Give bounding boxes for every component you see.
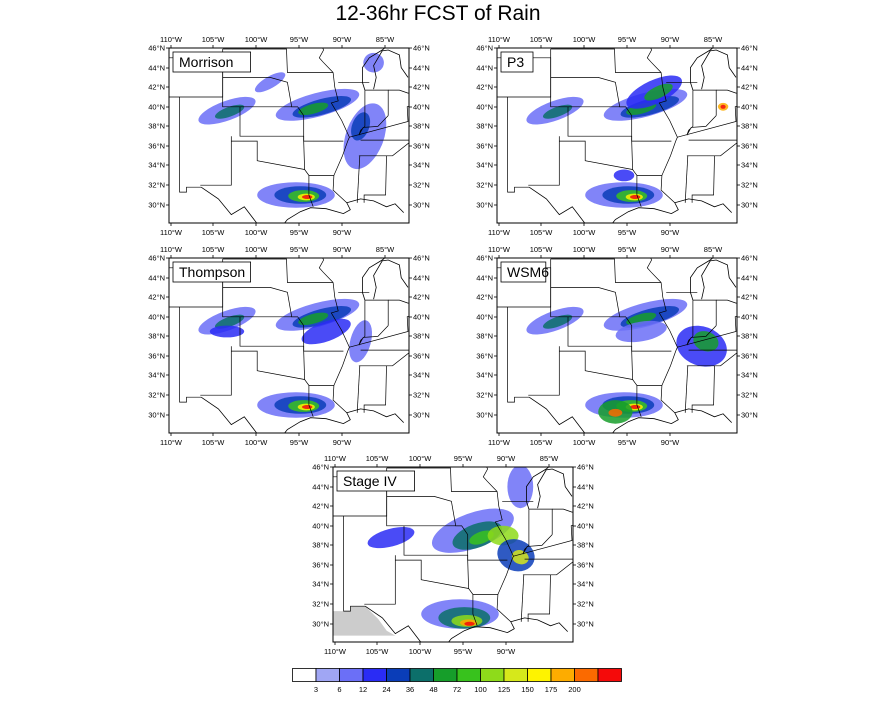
right-lat-label: 36°N [741, 141, 758, 151]
left-lat-label: 38°N [148, 331, 165, 341]
top-lon-label: 100°W [572, 245, 596, 254]
left-lat-label: 30°N [312, 619, 329, 629]
left-lat-label: 34°N [476, 160, 493, 170]
right-lat-label: 32°N [413, 390, 430, 400]
left-lat-label: 34°N [148, 370, 165, 380]
colorbar-label: 24 [382, 685, 391, 694]
model-label: P3 [507, 54, 525, 70]
bottom-lon-label: 105°W [201, 228, 225, 237]
right-lat-label: 32°N [413, 180, 430, 190]
top-lon-label: 105°W [201, 245, 225, 254]
top-lon-label: 95°W [289, 35, 309, 44]
top-lon-label: 90°W [660, 245, 680, 254]
right-lat-label: 32°N [741, 180, 758, 190]
left-lat-label: 42°N [476, 292, 493, 302]
right-lat-label: 38°N [413, 331, 430, 341]
top-lon-label: 90°W [332, 245, 352, 254]
right-lat-label: 44°N [413, 63, 430, 73]
left-lat-label: 38°N [148, 121, 165, 131]
left-lat-label: 42°N [476, 82, 493, 92]
rain-area [302, 405, 312, 409]
right-lat-label: 42°N [741, 292, 758, 302]
panel-p3 [467, 30, 767, 245]
left-lat-label: 46°N [312, 462, 329, 472]
right-lat-label: 44°N [741, 273, 758, 283]
model-label: Stage IV [343, 473, 397, 489]
right-lat-label: 40°N [577, 521, 594, 531]
right-lat-label: 44°N [741, 63, 758, 73]
rain-area [609, 409, 623, 417]
figure-title: 12-36hr FCST of Rain [335, 2, 541, 25]
left-lat-label: 36°N [312, 560, 329, 570]
right-lat-label: 38°N [741, 121, 758, 131]
right-lat-label: 44°N [413, 273, 430, 283]
left-lat-label: 44°N [476, 63, 493, 73]
colorbar-box [316, 669, 340, 682]
panel-stage-iv [303, 449, 603, 664]
left-lat-label: 46°N [476, 253, 493, 263]
bottom-lon-label: 90°W [660, 228, 680, 237]
right-lat-label: 38°N [577, 540, 594, 550]
right-lat-label: 36°N [413, 351, 430, 361]
top-lon-label: 90°W [332, 35, 352, 44]
bottom-lon-label: 95°W [289, 228, 309, 237]
colorbar-box [457, 669, 481, 682]
top-lon-label: 95°W [289, 245, 309, 254]
colorbar-box [293, 669, 317, 682]
right-lat-label: 30°N [413, 200, 430, 210]
right-lat-label: 30°N [577, 619, 594, 629]
top-lon-label: 105°W [529, 35, 553, 44]
top-lon-label: 110°W [487, 35, 511, 44]
map-morrison [139, 30, 439, 245]
bottom-lon-label: 100°W [572, 228, 596, 237]
top-lon-label: 100°W [244, 245, 268, 254]
left-lat-label: 44°N [148, 273, 165, 283]
left-lat-label: 30°N [476, 200, 493, 210]
left-lat-label: 36°N [148, 351, 165, 361]
right-lat-label: 40°N [741, 102, 758, 112]
colorbar-label: 200 [568, 685, 581, 694]
left-lat-label: 32°N [148, 390, 165, 400]
right-lat-label: 46°N [741, 43, 758, 53]
right-lat-label: 36°N [577, 560, 594, 570]
colorbar-box [598, 669, 622, 682]
bottom-lon-label: 90°W [332, 228, 352, 237]
top-lon-label: 105°W [365, 454, 389, 463]
right-lat-label: 36°N [413, 141, 430, 151]
left-lat-label: 34°N [476, 370, 493, 380]
left-lat-label: 40°N [476, 312, 493, 322]
colorbar-svg [292, 668, 622, 698]
bottom-lon-label: 105°W [201, 438, 225, 447]
top-lon-label: 110°W [323, 454, 347, 463]
right-lat-label: 34°N [413, 160, 430, 170]
left-lat-label: 46°N [148, 43, 165, 53]
left-lat-label: 46°N [476, 43, 493, 53]
top-lon-label: 90°W [496, 454, 516, 463]
left-lat-label: 36°N [476, 351, 493, 361]
colorbar-label: 100 [474, 685, 487, 694]
right-lat-label: 34°N [413, 370, 430, 380]
bottom-lon-label: 105°W [365, 647, 389, 656]
left-lat-label: 46°N [148, 253, 165, 263]
colorbar-box [481, 669, 505, 682]
colorbar-label: 150 [521, 685, 534, 694]
colorbar-box [387, 669, 411, 682]
right-lat-label: 40°N [413, 312, 430, 322]
colorbar-label: 72 [452, 685, 462, 694]
right-lat-label: 42°N [577, 501, 594, 511]
top-lon-label: 85°W [539, 454, 559, 463]
top-lon-label: 110°W [487, 245, 511, 254]
left-lat-label: 42°N [312, 501, 329, 511]
top-lon-label: 90°W [660, 35, 680, 44]
rain-area [464, 622, 474, 626]
bottom-lon-label: 90°W [660, 438, 680, 447]
left-lat-label: 38°N [476, 331, 493, 341]
left-lat-label: 40°N [148, 102, 165, 112]
rain-area [302, 195, 312, 199]
left-lat-label: 30°N [476, 410, 493, 420]
top-lon-label: 85°W [375, 245, 395, 254]
left-lat-label: 32°N [312, 599, 329, 609]
right-lat-label: 46°N [413, 253, 430, 263]
right-lat-label: 34°N [577, 579, 594, 589]
left-lat-label: 44°N [148, 63, 165, 73]
model-label: WSM6 [507, 264, 549, 280]
right-lat-label: 40°N [413, 102, 430, 112]
panel-morrison [139, 30, 439, 245]
colorbar-box [340, 669, 364, 682]
top-lon-label: 100°W [244, 35, 268, 44]
bottom-lon-label: 95°W [617, 228, 637, 237]
top-lon-label: 110°W [159, 245, 183, 254]
right-lat-label: 42°N [741, 82, 758, 92]
top-lon-label: 95°W [453, 454, 473, 463]
map-p3 [467, 30, 767, 245]
right-lat-label: 46°N [413, 43, 430, 53]
bottom-lon-label: 95°W [453, 647, 473, 656]
right-lat-label: 34°N [741, 160, 758, 170]
right-lat-label: 42°N [413, 82, 430, 92]
right-lat-label: 46°N [741, 253, 758, 263]
bottom-lon-label: 95°W [289, 438, 309, 447]
left-lat-label: 38°N [312, 540, 329, 550]
colorbar-box [363, 669, 387, 682]
top-lon-label: 85°W [703, 245, 723, 254]
left-lat-label: 44°N [476, 273, 493, 283]
bottom-lon-label: 100°W [244, 228, 268, 237]
rain-area [507, 465, 533, 508]
right-lat-label: 30°N [413, 410, 430, 420]
rain-area [721, 105, 726, 109]
right-lat-label: 32°N [741, 390, 758, 400]
panel-wsm6 [467, 240, 767, 455]
right-lat-label: 38°N [413, 121, 430, 131]
colorbar-label: 175 [544, 685, 558, 694]
right-lat-label: 30°N [741, 200, 758, 210]
top-lon-label: 95°W [617, 35, 637, 44]
colorbar-label: 6 [337, 685, 342, 694]
top-lon-label: 110°W [159, 35, 183, 44]
left-lat-label: 34°N [148, 160, 165, 170]
right-lat-label: 30°N [741, 410, 758, 420]
right-lat-label: 34°N [741, 370, 758, 380]
left-lat-label: 36°N [476, 141, 493, 151]
colorbar-label: 48 [429, 685, 438, 694]
left-lat-label: 36°N [148, 141, 165, 151]
colorbar-label: 12 [358, 685, 368, 694]
bottom-lon-label: 95°W [617, 438, 637, 447]
left-lat-label: 44°N [312, 482, 329, 492]
bottom-lon-label: 110°W [323, 647, 347, 656]
top-lon-label: 105°W [201, 35, 225, 44]
left-lat-label: 40°N [476, 102, 493, 112]
top-lon-label: 100°W [572, 35, 596, 44]
colorbar [292, 668, 622, 703]
colorbar-label: 125 [497, 685, 511, 694]
left-lat-label: 34°N [312, 579, 329, 589]
right-lat-label: 36°N [741, 351, 758, 361]
rain-area [614, 170, 635, 182]
right-lat-label: 38°N [741, 331, 758, 341]
bottom-lon-label: 90°W [332, 438, 352, 447]
colorbar-box [528, 669, 552, 682]
left-lat-label: 40°N [148, 312, 165, 322]
left-lat-label: 32°N [476, 390, 493, 400]
rain-area [363, 53, 384, 73]
top-lon-label: 95°W [617, 245, 637, 254]
right-lat-label: 32°N [577, 599, 594, 609]
top-lon-label: 85°W [703, 35, 723, 44]
right-lat-label: 46°N [577, 462, 594, 472]
left-lat-label: 30°N [148, 200, 165, 210]
bottom-lon-label: 100°W [408, 647, 432, 656]
left-lat-label: 32°N [148, 180, 165, 190]
top-lon-label: 85°W [375, 35, 395, 44]
left-lat-label: 42°N [148, 292, 165, 302]
top-lon-label: 100°W [408, 454, 432, 463]
rain-area [210, 326, 244, 338]
bottom-lon-label: 100°W [244, 438, 268, 447]
colorbar-box [551, 669, 575, 682]
right-lat-label: 40°N [741, 312, 758, 322]
map-thompson [139, 240, 439, 455]
bottom-lon-label: 110°W [487, 438, 511, 447]
right-lat-label: 44°N [577, 482, 594, 492]
top-lon-label: 105°W [529, 245, 553, 254]
left-lat-label: 42°N [148, 82, 165, 92]
panel-thompson [139, 240, 439, 455]
colorbar-box [575, 669, 599, 682]
right-lat-label: 42°N [413, 292, 430, 302]
bottom-lon-label: 110°W [159, 438, 183, 447]
bottom-lon-label: 105°W [529, 438, 553, 447]
rain-area [630, 195, 640, 199]
bottom-lon-label: 110°W [159, 228, 183, 237]
left-lat-label: 38°N [476, 121, 493, 131]
bottom-lon-label: 90°W [496, 647, 516, 656]
model-label: Morrison [179, 54, 234, 70]
map-stage-iv [303, 449, 603, 664]
left-lat-label: 30°N [148, 410, 165, 420]
map-wsm6 [467, 240, 767, 455]
bottom-lon-label: 100°W [572, 438, 596, 447]
left-lat-label: 32°N [476, 180, 493, 190]
model-label: Thompson [179, 264, 246, 280]
bottom-lon-label: 110°W [487, 228, 511, 237]
colorbar-label: 36 [405, 685, 415, 694]
colorbar-box [434, 669, 458, 682]
colorbar-label: 3 [313, 685, 319, 694]
bottom-lon-label: 105°W [529, 228, 553, 237]
left-lat-label: 40°N [312, 521, 329, 531]
colorbar-box [410, 669, 434, 682]
colorbar-box [504, 669, 528, 682]
